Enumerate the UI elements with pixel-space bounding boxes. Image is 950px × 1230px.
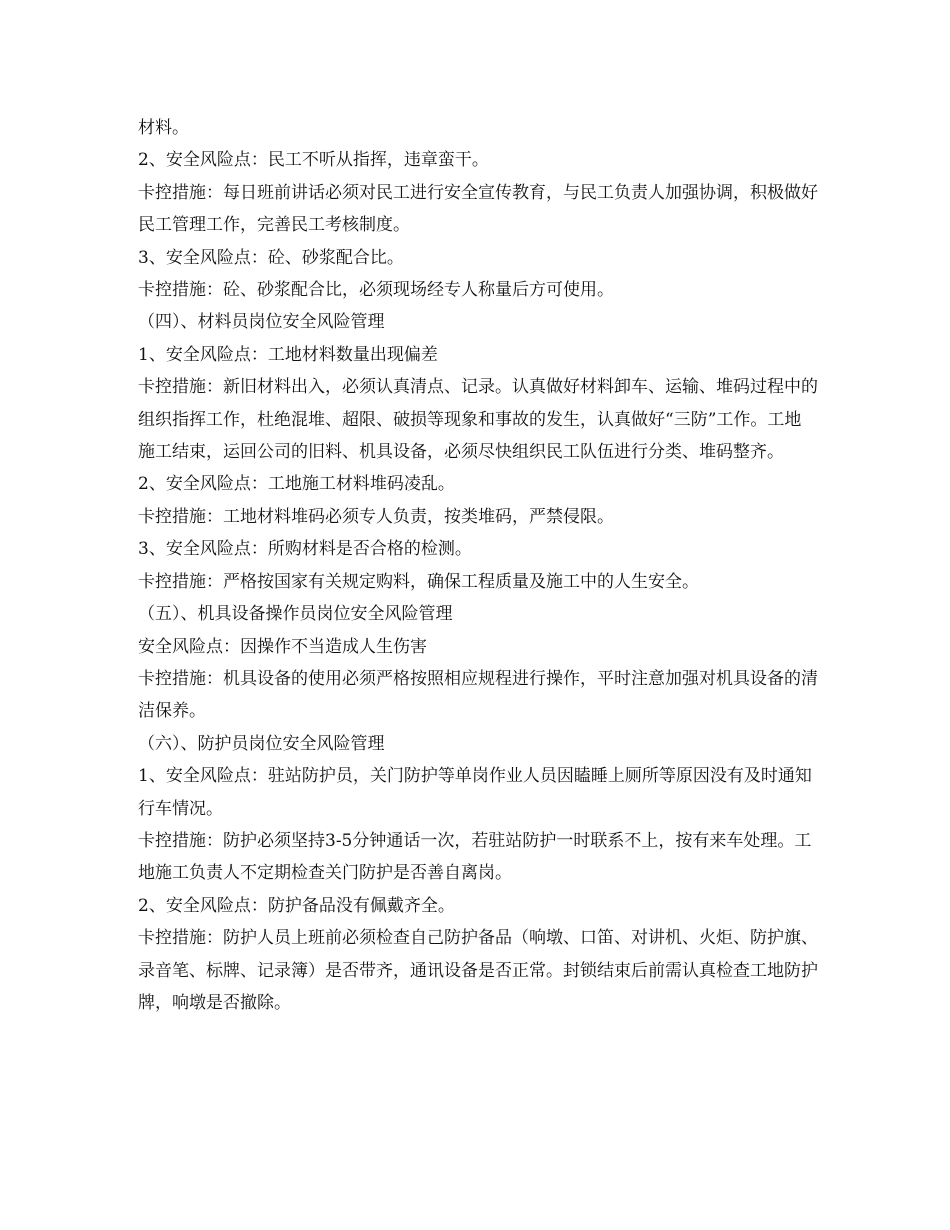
section-heading-equipment-operator: （五）、机具设备操作员岗位安全风险管理: [138, 604, 453, 625]
control-measure-material-stacking: 卡控措施：工地材料堆码必须专人负责，按类堆码，严禁侵限。: [138, 506, 614, 527]
control-measure-material-quantity: 卡控措施：新旧材料出入，必须认真清点、记录。认真做好材料卸车、运输、堆码过程中的组织指挥工作，杜绝混堆、超限、破损等现象和事故的发生，认真做好“三防”工作。工地施工结束，运回公司的旧料、机具设备，必须尽快组织民工队伍进行分类、堆码整齐。: [138, 377, 818, 463]
risk-point-station-protection: 1、安全风险点：驻站防护员，关门防护等单岗作业人员因瞌睡上厕所等原因没有及时通知行车情况。: [138, 766, 812, 819]
control-measure-material-inspection: 卡控措施：严格按国家有关规定购料，确保工程质量及施工中的人生安全。: [138, 571, 699, 592]
control-measure-equipment-operation: 卡控措施：机具设备的使用必须严格按照相应规程进行操作，平时注意加强对机具设备的清洁保养。: [138, 668, 818, 722]
section-heading-materials-clerk: （四）、材料员岗位安全风险管理: [138, 312, 385, 333]
document-body: [138, 112, 818, 1019]
control-measure-workers-discipline: 卡控措施：每日班前讲话必须对民工进行安全宣传教育，与民工负责人加强协调，积极做好民工管理工作，完善民工考核制度。: [138, 182, 818, 236]
risk-point-workers-discipline: 2、安全风险点：民工不听从指挥，违章蛮干。: [138, 150, 489, 171]
risk-point-equipment-operation: 安全风险点：因操作不当造成人生伤害: [138, 636, 427, 657]
risk-point-protection-gear: 2、安全风险点：防护备品没有佩戴齐全。: [138, 895, 455, 916]
paragraph-materials-end: 材料。: [138, 118, 189, 138]
control-measure-mix-ratio: 卡控措施：砼、砂浆配合比，必须现场经专人称量后方可使用。: [138, 280, 614, 301]
section-heading-protection-staff: （六）、防护员岗位安全风险管理: [138, 733, 385, 754]
risk-point-mix-ratio: 3、安全风险点：砼、砂浆配合比。: [138, 247, 404, 268]
control-measure-protection-gear: 卡控措施：防护人员上班前必须检查自己防护备品（响墩、口笛、对讲机、火炬、防护旗、录音笔、标牌、记录簿）是否带齐，通讯设备是否正常。封锁结束后前需认真检查工地防护牌，响墩是否撤除。: [138, 928, 818, 1013]
risk-point-material-quantity: 1、安全风险点：工地材料数量出现偏差: [138, 344, 438, 365]
control-measure-station-protection: 卡控措施：防护必须坚持3-5分钟通话一次，若驻站防护一时联系不上，按有来车处理。工地施工负责人不定期检查关门防护是否善自离岗。: [138, 830, 812, 884]
risk-point-material-stacking: 2、安全风险点：工地施工材料堆码凌乱。: [138, 474, 455, 495]
risk-point-material-inspection: 3、安全风险点：所购材料是否合格的检测。: [138, 539, 472, 560]
